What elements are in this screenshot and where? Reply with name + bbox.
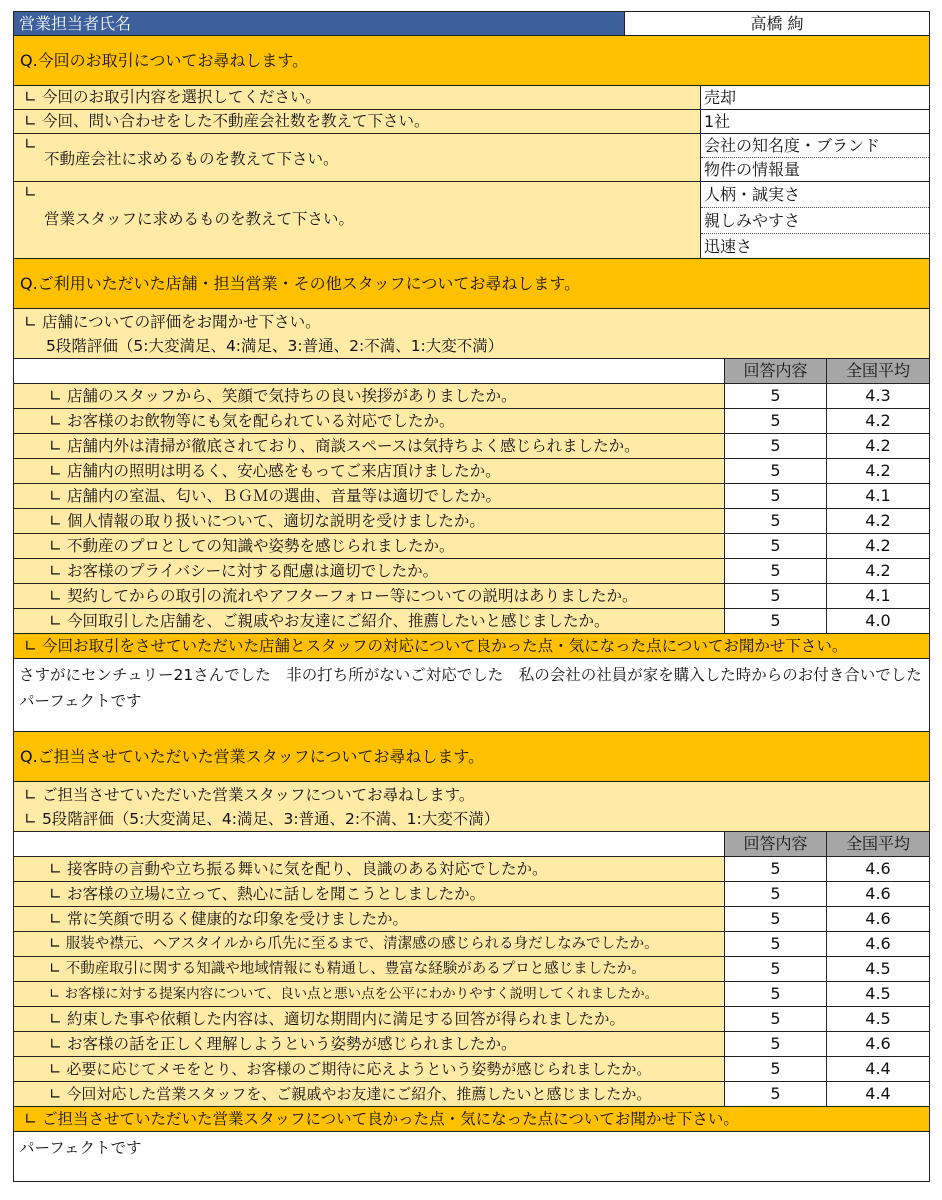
branch-mark: ∟: [24, 786, 37, 804]
rating-answer: 5: [724, 1032, 826, 1056]
feedback-prompt: 今回お取引をさせていただいた店舗とスタッフの対応について良かった点・気になった点についてお聞かせ下さい。: [41, 637, 848, 655]
branch-mark: ∟: [24, 637, 37, 655]
rating-row: [13, 384, 930, 409]
rating-question: お客様の話を正しく理解しようという姿勢が感じられましたか。: [66, 1035, 517, 1053]
rating-row: [13, 584, 930, 609]
rating-average: 4.2: [826, 509, 929, 533]
rating-answer: 5: [724, 932, 826, 956]
rating-question: 店舗のスタッフから、笑顔で気持ちの良い挨拶がありましたか。: [66, 387, 517, 405]
col-answer-header: 回答内容: [724, 832, 826, 856]
rating-row: [13, 882, 930, 907]
branch-mark: ∟: [24, 313, 37, 331]
branch-mark: ∟: [49, 885, 62, 903]
intro-line: ご担当させていただいた営業スタッフについてお尋ねします。: [41, 786, 475, 804]
rating-answer: 5: [724, 857, 826, 881]
rating-question: 契約してからの取引の流れやアフターフォロー等についての説明はありましたか。: [66, 587, 638, 605]
branch-mark: ∟: [49, 1060, 62, 1078]
branch-mark: ∟: [49, 587, 62, 605]
rating-answer: 5: [724, 1082, 826, 1106]
rating-answer: 5: [724, 609, 826, 633]
rating-row: [13, 907, 930, 932]
rating-row: [13, 484, 930, 509]
branch-mark: ∟: [49, 1085, 62, 1103]
section1-question-row: [13, 110, 930, 134]
branch-mark: ∟: [49, 412, 62, 430]
rating-average: 4.6: [826, 857, 929, 881]
section3-items: [13, 857, 930, 1107]
col-average-header: 全国平均: [826, 359, 929, 383]
rating-row: [13, 609, 930, 634]
rating-question: 不動産のプロとしての知識や姿勢を感じられましたか。: [66, 537, 455, 555]
answer-option: 迅速さ: [704, 237, 753, 256]
section3-intro: [13, 782, 930, 832]
rating-average: 4.2: [826, 559, 929, 583]
rating-row: [13, 534, 930, 559]
rating-answer: 5: [724, 434, 826, 458]
rating-answer: 5: [724, 559, 826, 583]
rating-answer: 5: [724, 584, 826, 608]
rating-average: 4.2: [826, 534, 929, 558]
rating-answer: 5: [724, 1007, 826, 1031]
branch-mark: ∟: [49, 986, 61, 1002]
rating-row: [13, 409, 930, 434]
section3-title: Q.ご担当させていただいた営業スタッフについてお尋ねします。: [20, 747, 485, 766]
section3-column-header: [13, 832, 930, 857]
answer-option: 物件の情報量: [704, 160, 801, 179]
rating-average: 4.5: [826, 982, 929, 1006]
branch-mark: ∟: [49, 387, 62, 405]
rating-row: [13, 982, 930, 1007]
rating-row: [13, 509, 930, 534]
branch-mark: ∟: [49, 1010, 62, 1028]
rating-average: 4.1: [826, 584, 929, 608]
section1-title: Q.今回のお取引についてお尋ねします。: [20, 51, 309, 70]
section1-question: [14, 134, 700, 181]
rating-question: 必要に応じてメモをとり、お客様のご期待に応えようという姿勢が感じられましたか。: [66, 1060, 652, 1078]
rating-question: 常に笑顔で明るく健康的な印象を受けましたか。: [66, 910, 408, 928]
branch-mark: ∟: [24, 135, 37, 153]
rating-row: [13, 1057, 930, 1082]
question-text: 今回のお取引内容を選択してください。: [41, 88, 321, 106]
branch-mark: ∟: [24, 810, 37, 828]
rating-row: [13, 459, 930, 484]
branch-mark: ∟: [24, 183, 37, 201]
rating-average: 4.6: [826, 882, 929, 906]
branch-mark: ∟: [49, 860, 62, 878]
branch-mark: ∟: [49, 1035, 62, 1053]
section1-question: [14, 182, 700, 258]
branch-mark: ∟: [49, 537, 62, 555]
rating-average: 4.6: [826, 1032, 929, 1056]
section2-feedback-prompt-row: [13, 634, 930, 659]
rating-average: 4.3: [826, 384, 929, 408]
section3-feedback-row: [13, 1132, 930, 1182]
rating-average: 4.6: [826, 932, 929, 956]
rating-answer: 5: [724, 982, 826, 1006]
rating-average: 4.1: [826, 484, 929, 508]
rating-row: [13, 857, 930, 882]
branch-mark: ∟: [49, 462, 62, 480]
rating-answer: 5: [724, 957, 826, 981]
question-text: 不動産会社に求めるものを教えて下さい。: [44, 150, 339, 168]
section2-column-header: [13, 359, 930, 384]
rating-question: 服装や襟元、ヘアスタイルから爪先に至るまで、清潔感の感じられる身だしなみでしたか。: [65, 936, 659, 952]
rating-row: [13, 559, 930, 584]
rating-row: [13, 1032, 930, 1057]
rating-answer: 5: [724, 907, 826, 931]
rating-answer: 5: [724, 509, 826, 533]
branch-mark: ∟: [49, 961, 62, 977]
col-answer-header: 回答内容: [724, 359, 826, 383]
rating-average: 4.6: [826, 907, 929, 931]
section2-items: [13, 384, 930, 634]
section1-title-row: [13, 36, 930, 86]
rating-average: 4.5: [826, 1007, 929, 1031]
rating-question: 店舗内の照明は明るく、安心感をもってご来店頂けましたか。: [66, 462, 501, 480]
rating-question: 約束した事や依頼した内容は、適切な期間内に満足する回答が得られましたか。: [66, 1010, 625, 1028]
rating-question: 接客時の言動や立ち振る舞いに気を配り、良識のある対応でしたか。: [66, 860, 548, 878]
rating-row: [13, 434, 930, 459]
answer-value: 1社: [700, 110, 929, 133]
question-text: 今回、問い合わせをした不動産会社数を教えて下さい。: [41, 112, 430, 130]
rating-question: 個人情報の取り扱いについて、適切な説明を受けましたか。: [66, 512, 485, 530]
rating-question: お客様のプライバシーに対する配慮は適切でしたか。: [66, 562, 439, 580]
rating-average: 4.2: [826, 434, 929, 458]
section1-question: [14, 110, 700, 133]
feedback-prompt: ご担当させていただいた営業スタッフについて良かった点・気になった点についてお聞かせ下さい。: [41, 1110, 739, 1128]
rating-question: 店舗内の室温、匂い、ＢＧＭの選曲、音量等は適切でしたか。: [66, 487, 501, 505]
rating-answer: 5: [724, 534, 826, 558]
staff-name-label: 営業担当者氏名: [14, 12, 624, 35]
staff-name-value: 高橋 絢: [624, 12, 929, 35]
section1-question-row: [13, 182, 930, 259]
section3-title-row: [13, 732, 930, 782]
branch-mark: ∟: [24, 1110, 37, 1128]
branch-mark: ∟: [49, 512, 62, 530]
rating-average: 4.4: [826, 1057, 929, 1081]
answer-option: 人柄・誠実さ: [701, 182, 929, 208]
rating-answer: 5: [724, 459, 826, 483]
rating-question: 今回対応した営業スタッフを、ご親戚やお友達にご紹介、推薦したいと感じましたか。: [66, 1085, 652, 1103]
rating-average: 4.2: [826, 409, 929, 433]
rating-question: 不動産取引に関する知識や地域情報にも精通し、豊富な経験があるプロと感じましたか。: [65, 961, 646, 977]
answer-option: 会社の知名度・ブランド: [701, 134, 929, 158]
question-text: 営業スタッフに求めるものを教えて下さい。: [44, 210, 355, 228]
answer-value: 売却: [700, 86, 929, 109]
branch-mark: ∟: [24, 112, 37, 130]
rating-answer: 5: [724, 484, 826, 508]
rating-answer: 5: [724, 409, 826, 433]
rating-row: [13, 932, 930, 957]
survey-sheet: [13, 11, 938, 1182]
rating-question: 店舗内外は清掃が徹底されており、商談スペースは気持ちよく感じられましたか。: [66, 437, 640, 455]
section2-feedback-row: [13, 659, 938, 732]
answer-list: [700, 182, 929, 258]
section2-title: Q.ご利用いただいた店舗・担当営業・その他スタッフについてお尋ねします。: [20, 274, 581, 293]
rating-scale: 5段階評価（5:大変満足、4:満足、3:普通、2:不満、1:大変不満）: [46, 337, 504, 355]
rating-answer: 5: [724, 882, 826, 906]
col-average-header: 全国平均: [826, 832, 929, 856]
section1-question-row: [13, 86, 930, 110]
branch-mark: ∟: [49, 487, 62, 505]
feedback-text: パーフェクトです: [19, 1139, 142, 1157]
answer-list: [700, 134, 929, 181]
section2-title-row: [13, 259, 930, 309]
rating-scale: 5段階評価（5:大変満足、4:満足、3:普通、2:不満、1:大変不満）: [41, 810, 500, 828]
rating-question: 今回取引した店舗を、ご親戚やお友達にご紹介、推薦したいと感じましたか。: [66, 612, 610, 630]
rating-row: [13, 1007, 930, 1032]
rating-question: お客様のお飲物等にも気を配られている対応でしたか。: [66, 412, 455, 430]
section1-question-row: [13, 134, 930, 182]
branch-mark: ∟: [24, 88, 37, 106]
rating-average: 4.2: [826, 459, 929, 483]
rating-answer: 5: [724, 1057, 826, 1081]
rating-row: [13, 1082, 930, 1107]
rating-question: お客様の立場に立って、熱心に話しを聞こうとしましたか。: [66, 885, 486, 903]
branch-mark: ∟: [49, 562, 62, 580]
branch-mark: ∟: [49, 910, 62, 928]
section1-question: [14, 86, 700, 109]
section3-feedback-prompt-row: [13, 1107, 930, 1132]
feedback-text: さすがにセンチュリー21さんでした 非の打ち所がないご対応でした 私の会社の社員が家を購入した時からのお付き合いでした パーフェクトです: [19, 666, 938, 710]
staff-name-row: [13, 11, 930, 36]
rating-average: 4.4: [826, 1082, 929, 1106]
branch-mark: ∟: [49, 437, 62, 455]
rating-average: 4.5: [826, 957, 929, 981]
section2-intro: [13, 309, 930, 359]
rating-question: お客様に対する提案内容について、良い点と悪い点を公平にわかりやすく説明してくれましたか。: [64, 986, 659, 1002]
branch-mark: ∟: [49, 612, 62, 630]
rating-row: [13, 957, 930, 982]
answer-option: 親しみやすさ: [701, 208, 929, 234]
intro-line: 店舗についての評価をお聞かせ下さい。: [41, 313, 321, 331]
rating-answer: 5: [724, 384, 826, 408]
branch-mark: ∟: [49, 936, 62, 952]
rating-average: 4.0: [826, 609, 929, 633]
